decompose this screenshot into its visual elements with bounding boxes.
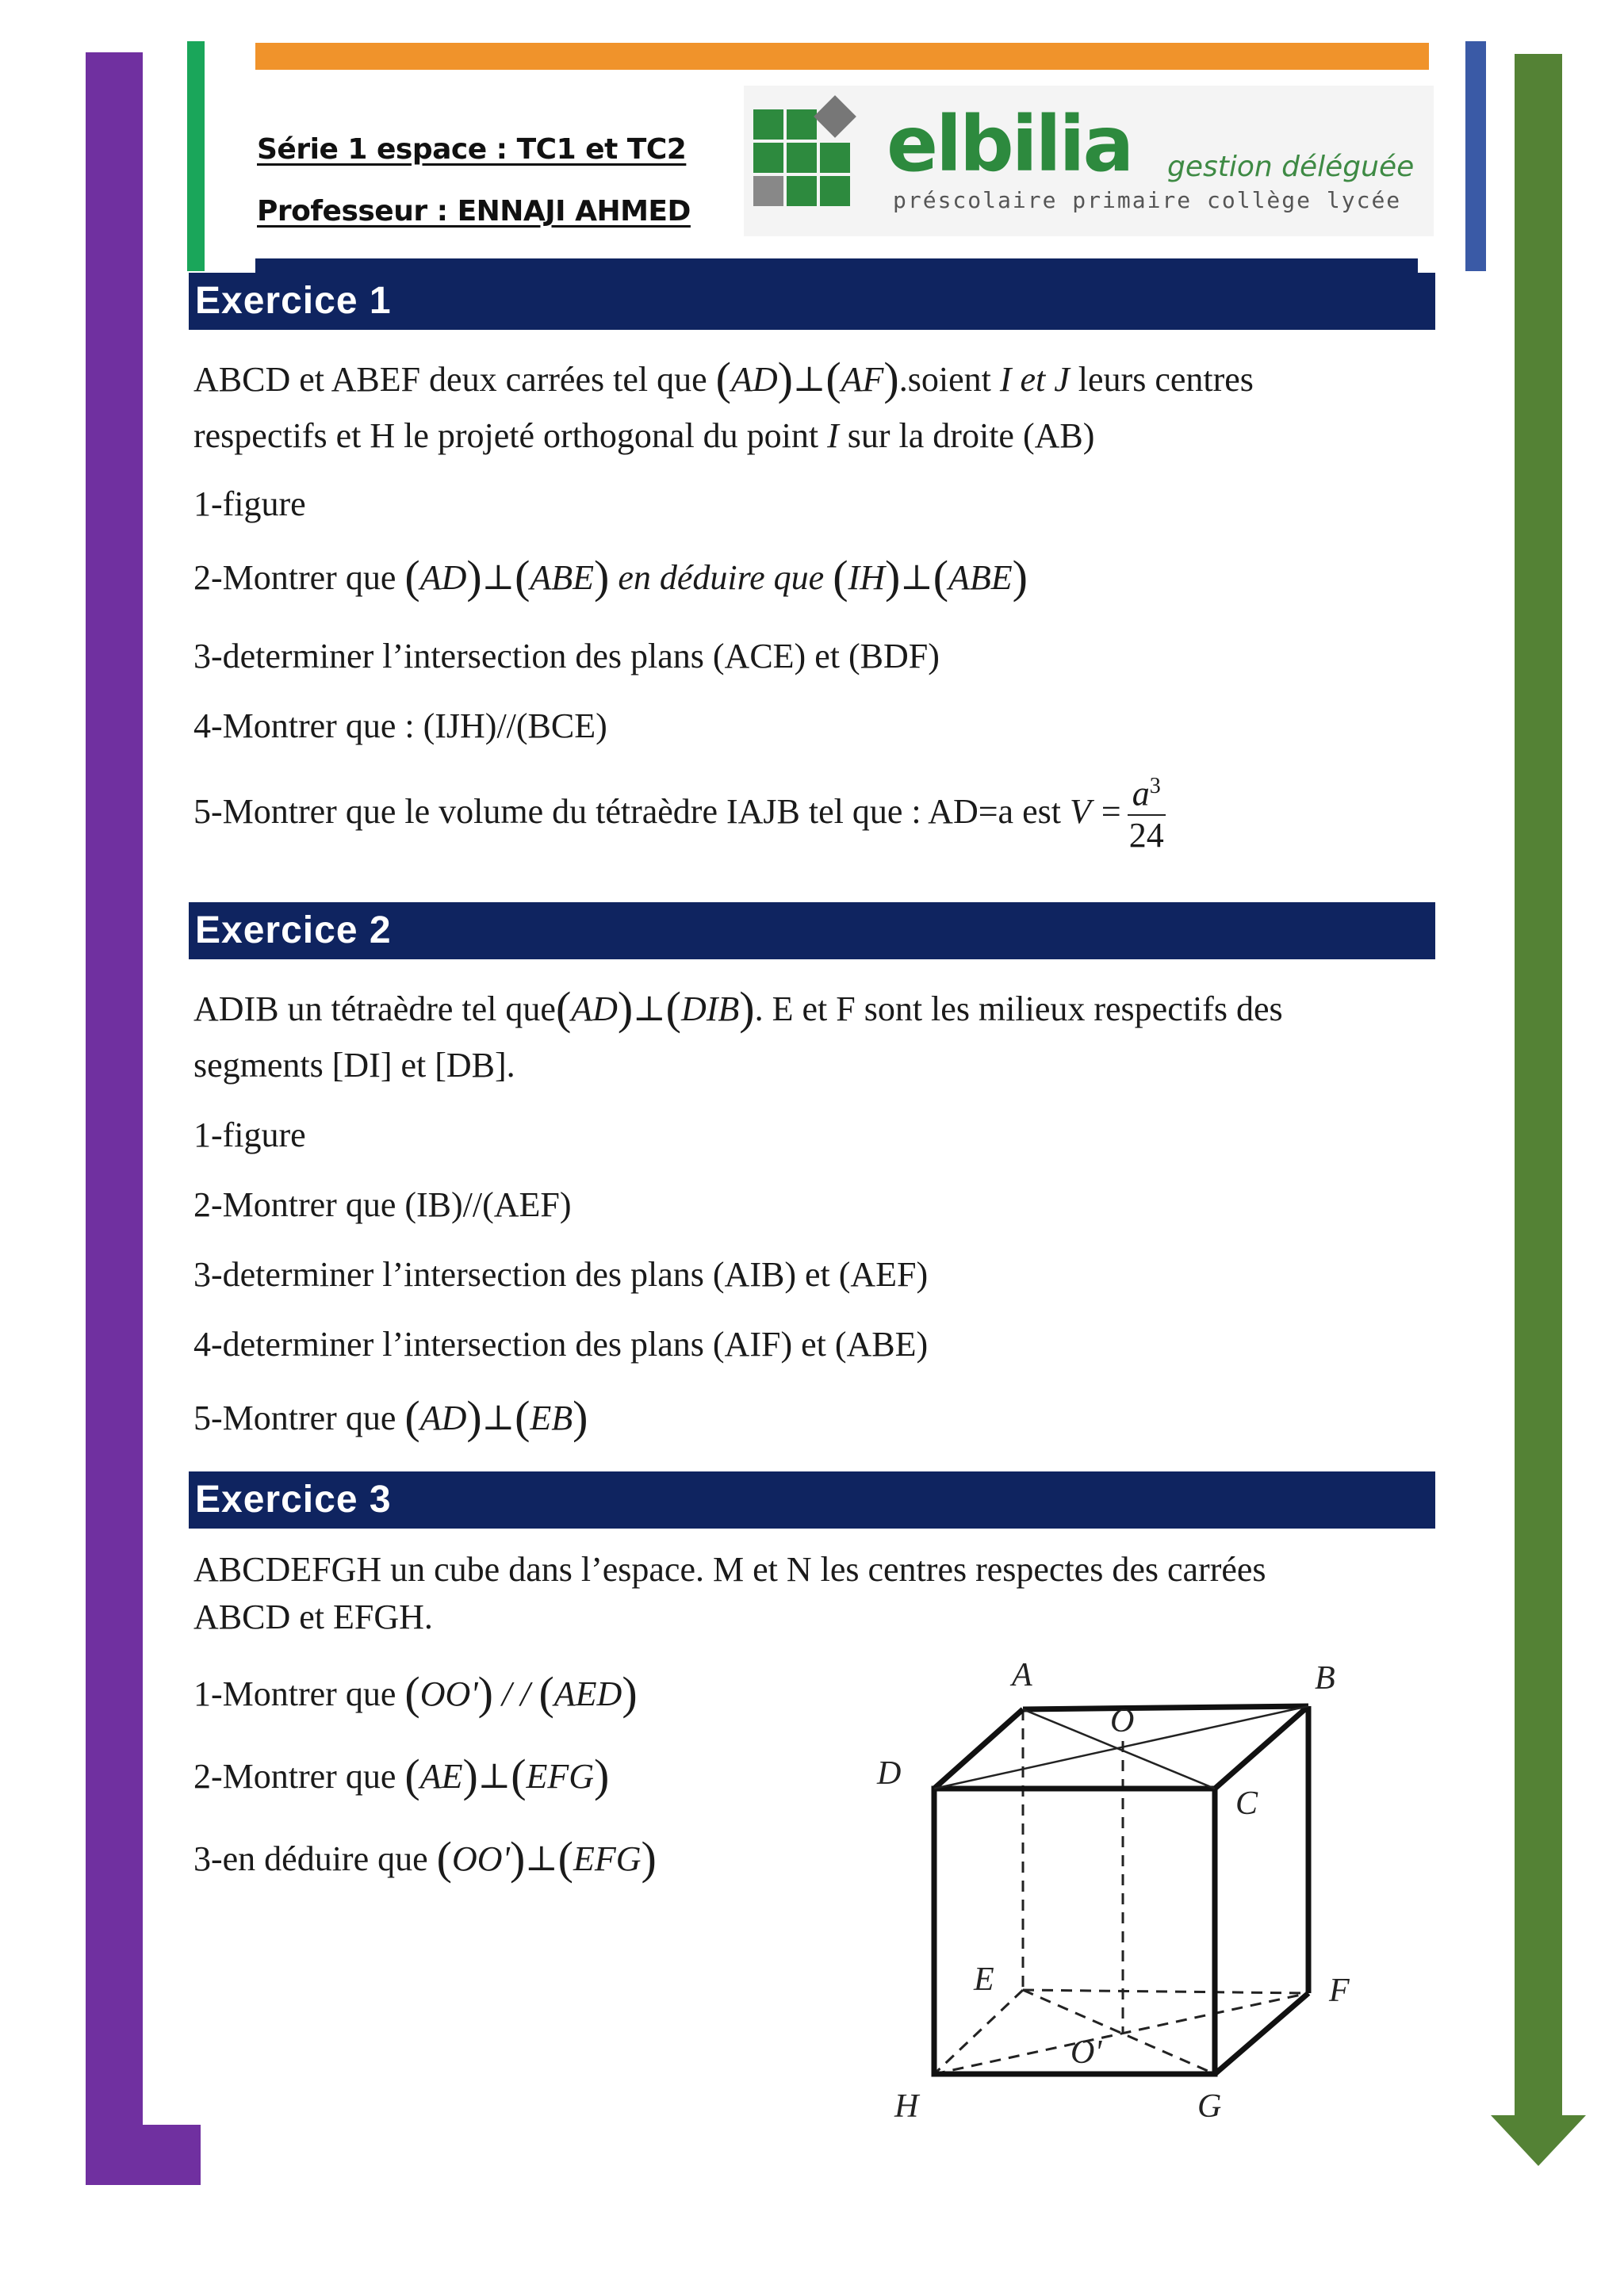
down-arrow-icon	[1488, 2115, 1589, 2171]
ex3-question-1: 1-Montrer que (OO') / / (AED)	[193, 1667, 638, 1719]
ex1-question-2: 2-Montrer que (AD)⊥(ABE) en déduire que (IH)⊥(ABE)	[193, 551, 1028, 603]
logo-tagline: gestion déléguée	[1167, 151, 1415, 183]
ex3-intro-line2: ABCD et EFGH.	[193, 1598, 433, 1636]
ex1-question-3: 3-determiner l’intersection des plans (ACE) et (BDF)	[193, 637, 940, 675]
vertex-C: C	[1235, 1785, 1258, 1822]
ex1-question-4: 4-Montrer que : (IJH)//(BCE)	[193, 706, 607, 745]
ex1-question-1: 1-figure	[193, 484, 306, 523]
cube-figure	[848, 1641, 1404, 2149]
ex3-question-3: 3-en déduire que (OO')⊥(EFG)	[193, 1832, 657, 1884]
logo-levels: préscolaire primaire collège lycée	[893, 187, 1402, 213]
ex2-question-1: 1-figure	[193, 1115, 306, 1154]
ex2-question-4: 4-determiner l’intersection des plans (AIF) et (ABE)	[193, 1325, 929, 1364]
orange-header-band	[255, 43, 1429, 70]
visible-edges	[934, 1706, 1308, 2074]
logo-wordmark: elbilia	[887, 100, 1132, 189]
vertex-D: D	[877, 1755, 902, 1792]
ex2-question-5: 5-Montrer que (AD)⊥(EB)	[193, 1391, 588, 1443]
blue-accent-bar	[1465, 41, 1486, 271]
elbilia-logo	[744, 86, 1434, 236]
ex1-intro-line1: ABCD et ABEF deux carrées tel que (AD)⊥(AF).soient I et J leurs centres	[193, 353, 1254, 404]
ex2-intro-line2: segments [DI] et [DB].	[193, 1046, 515, 1085]
ex3-question-2: 2-Montrer que (AE)⊥(EFG)	[193, 1750, 610, 1801]
center-O: O	[1110, 1703, 1135, 1739]
exercise-2-title: Exercice 2	[189, 902, 1435, 959]
vertex-E: E	[974, 1961, 994, 1998]
purple-frame-foot	[86, 2125, 201, 2185]
purple-frame-bar	[86, 52, 143, 2185]
header-rule	[255, 258, 1418, 273]
professor-name: Professeur : ENNAJI AHMED	[257, 195, 691, 228]
vertex-A: A	[1012, 1657, 1032, 1693]
series-title: Série 1 espace : TC1 et TC2	[257, 133, 687, 166]
exercise-1-title: Exercice 1	[189, 273, 1435, 330]
vertex-F: F	[1329, 1973, 1350, 2009]
ex3-intro-line1: ABCDEFGH un cube dans l’espace. M et N les centres respectes des carrées	[193, 1550, 1266, 1589]
ex2-question-2: 2-Montrer que (IB)//(AEF)	[193, 1185, 572, 1224]
center-O-prime: O'	[1071, 2034, 1102, 2071]
ex2-intro-line1: ADIB un tétraèdre tel que(AD)⊥(DIB). E et F sont les milieux respectifs des	[193, 982, 1283, 1034]
volume-fraction: $\frac{a^3}{24}$	[1128, 774, 1164, 855]
green-accent-bar	[187, 41, 205, 271]
vertex-H: H	[894, 2088, 919, 2125]
vertex-B: B	[1315, 1660, 1335, 1697]
ex2-question-3: 3-determiner l’intersection des plans (AIB) et (AEF)	[193, 1255, 929, 1294]
hidden-edges	[934, 1709, 1308, 2074]
ex1-intro-line2: respectifs et H le projeté orthogonal du point I sur la droite (AB)	[193, 416, 1095, 455]
exercise-3-title: Exercice 3	[189, 1471, 1435, 1529]
ex1-question-5: 5-Montrer que le volume du tétraèdre IAJB tel que : AD=a est V = $\frac{a^3}{24}$	[193, 774, 1164, 855]
vertex-G: G	[1197, 2088, 1222, 2125]
green-arrow-shaft	[1515, 54, 1562, 2120]
